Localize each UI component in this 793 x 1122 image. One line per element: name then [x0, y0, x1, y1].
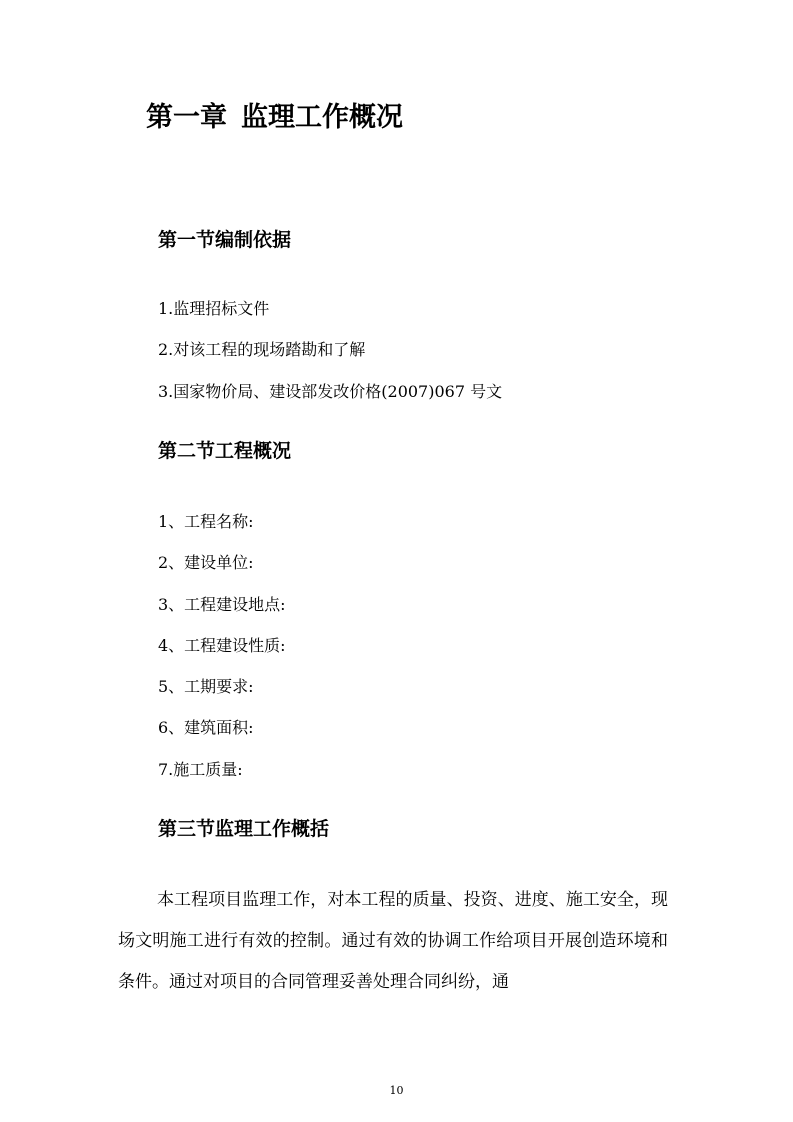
list-item: 3.国家物价局、建设部发改价格(2007)067 号文: [158, 382, 503, 401]
list-item: 3、工程建设地点:: [158, 595, 286, 614]
page-number: 10: [389, 1084, 404, 1097]
section-title-basis: 第一节编制依据: [158, 229, 292, 251]
list-item: 4、工程建设性质:: [158, 636, 286, 655]
body-paragraph: 本工程项目监理工作，对本工程的质量、投资、进度、施工安全，现场文明施工进行有效的控制。通过有效的协调工作给项目开展创造环境和条件。通过对项目的合同管理妥善处理合同纠纷，通: [118, 890, 668, 992]
chapter-title: [146, 98, 403, 138]
list-item: 1.监理招标文件: [158, 299, 270, 318]
chapter-name: 监理工作概况: [241, 102, 403, 133]
list-item: 7.施工质量:: [158, 760, 243, 779]
chapter-number: 第一章: [146, 102, 227, 133]
list-item: 6、建筑面积:: [158, 718, 254, 737]
section-title-overview: 第二节工程概况: [158, 440, 292, 462]
list-item: 1、工程名称:: [158, 512, 254, 531]
list-item: 5、工期要求:: [158, 677, 254, 696]
list-item: 2.对该工程的现场踏勘和了解: [158, 340, 366, 359]
list-item: 2、建设单位:: [158, 553, 254, 572]
section-title-summary: 第三节监理工作概括: [158, 818, 330, 840]
